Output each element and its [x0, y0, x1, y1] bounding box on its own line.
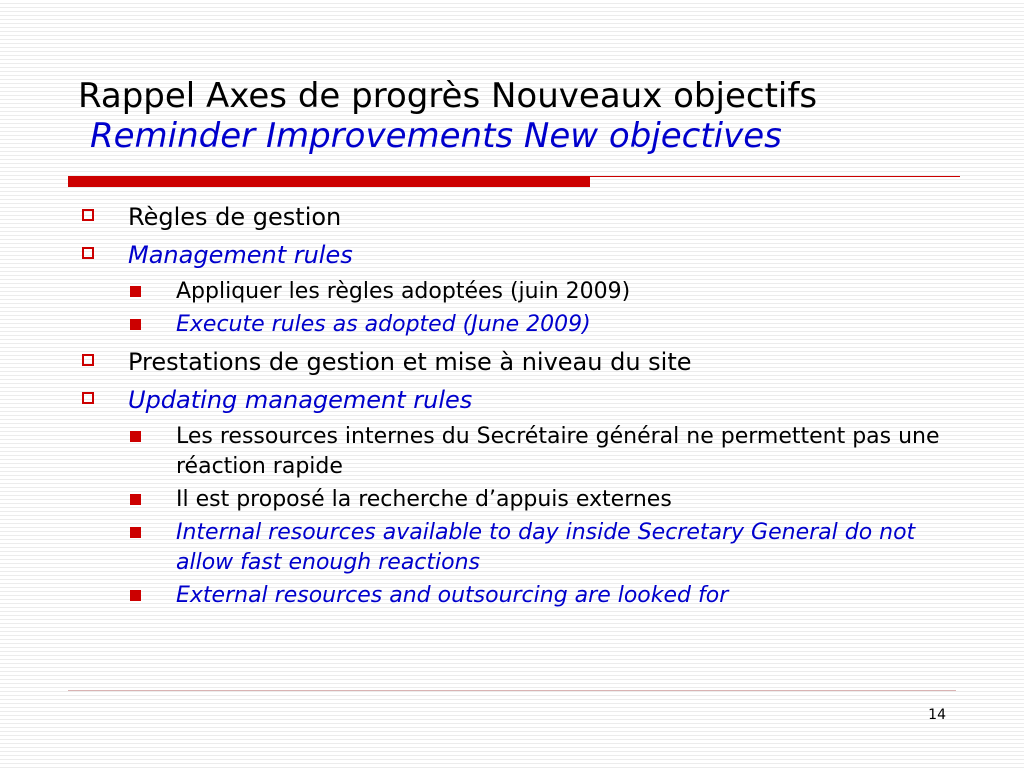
- filled-square-bullet-icon: [130, 319, 141, 330]
- title-underline-thin: [590, 176, 960, 177]
- list-item: [78, 198, 958, 236]
- filled-square-bullet-icon: [130, 494, 141, 505]
- list-item: [78, 422, 958, 482]
- hollow-square-bullet-icon: [82, 209, 94, 221]
- hollow-square-bullet-icon: [82, 354, 94, 366]
- list-item-text: Management rules: [128, 241, 353, 269]
- title-english: Reminder Improvements New objectives: [90, 116, 782, 156]
- list-item: [78, 381, 958, 419]
- list-item-text: Updating management rules: [128, 386, 473, 414]
- list-item: [78, 518, 958, 578]
- list-item: [78, 485, 958, 515]
- slide-title: [78, 76, 978, 156]
- hollow-square-bullet-icon: [82, 392, 94, 404]
- filled-square-bullet-icon: [130, 286, 141, 297]
- list-item-text: Les ressources internes du Secrétaire général ne permettent pas une réaction rapide: [176, 424, 940, 479]
- list-item: [78, 277, 958, 307]
- list-item: [78, 310, 958, 340]
- filled-square-bullet-icon: [130, 431, 141, 442]
- list-item: [78, 236, 958, 274]
- list-item-text: Il est proposé la recherche d’appuis externes: [176, 487, 672, 512]
- list-item-text: External resources and outsourcing are looked for: [176, 583, 729, 608]
- list-item-text: Internal resources available to day inside Secretary General do not allow fast enough reactions: [176, 520, 916, 575]
- list-item-text: Règles de gestion: [128, 203, 342, 231]
- list-item-text: Appliquer les règles adoptées (juin 2009): [176, 279, 631, 304]
- filled-square-bullet-icon: [130, 527, 141, 538]
- page-number: 14: [928, 707, 946, 723]
- title-underline-thick: [68, 176, 590, 187]
- list-item-text: Prestations de gestion et mise à niveau du site: [128, 348, 692, 376]
- title-french: Rappel Axes de progrès Nouveaux objectifs: [78, 76, 818, 116]
- list-item-text: Execute rules as adopted (June 2009): [176, 312, 591, 337]
- list-item: [78, 581, 958, 611]
- bullet-list: [78, 198, 958, 614]
- list-item: [78, 343, 958, 381]
- footer-divider: [68, 690, 956, 691]
- filled-square-bullet-icon: [130, 590, 141, 601]
- hollow-square-bullet-icon: [82, 247, 94, 259]
